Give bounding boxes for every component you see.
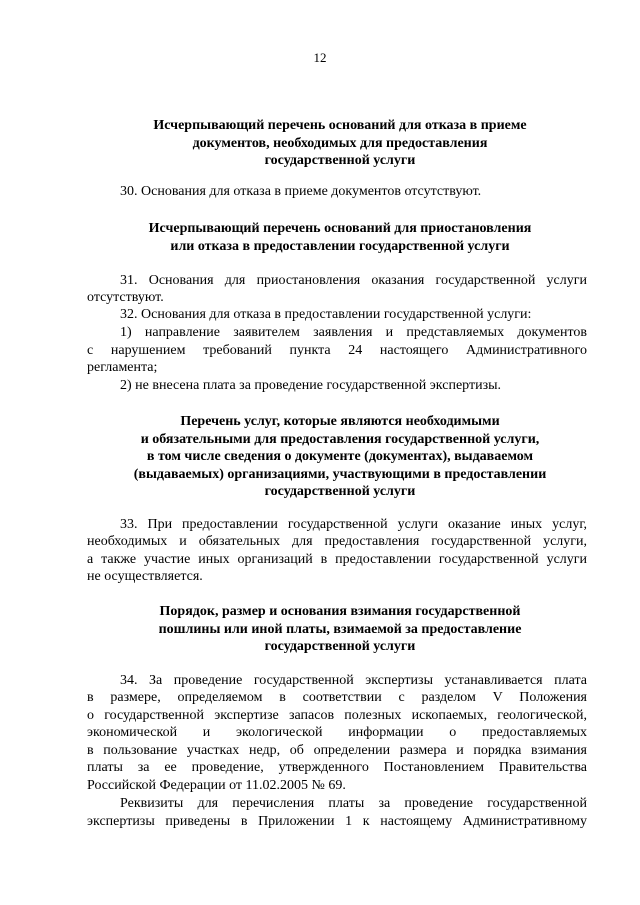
section-heading-fees [80, 603, 600, 656]
paragraph-34-line: Российской Федерации от 11.02.2005 № 69. [87, 778, 346, 793]
section-heading-required-services [80, 413, 600, 501]
paragraph-34-line: экономической и экологической информации о предоставляемых [87, 725, 587, 740]
page-number: 12 [313, 50, 327, 65]
heading-line: Порядок, размер и основания взимания государственной [159, 604, 521, 619]
paragraph-33-line: не осуществляется. [87, 569, 203, 584]
heading-line: документов, необходимых для предоставления [192, 135, 488, 151]
heading-line: Перечень услуг, которые являются необходимыми [180, 414, 500, 429]
heading-line: или отказа в предоставлении государственной услуги [170, 238, 510, 254]
paragraph-34-line: о государственной экспертизе запасов полезных ископаемых, геологической, [87, 708, 587, 723]
section-heading-refusal-acceptance [80, 117, 600, 170]
heading-line: и обязательными для предоставления государственной услуги, [140, 431, 540, 447]
heading-line: пошлины или иной платы, взимаемой за предоставление [158, 621, 522, 637]
paragraph-31-line: отсутствуют. [87, 290, 164, 305]
list-item-2: 2) не внесена плата за проведение государственной экспертизы. [120, 378, 502, 393]
heading-line: государственной услуги [264, 639, 416, 654]
paragraph-34-line: в размере, определяемом в соответствии с разделом V Положения [87, 690, 587, 705]
list-item-1-line: с нарушением требований пункта 24 настоящего Административного [87, 343, 587, 358]
paragraph-requisites-line: Реквизиты для перечисления платы за проведение государственной [120, 796, 587, 811]
paragraph-33-line: а также участие иных организаций в предоставлении государственной услуги [87, 552, 587, 567]
heading-line: Исчерпывающий перечень оснований для приостановления [148, 221, 532, 236]
paragraph-33-line: необходимых и обязательных для предоставления государственной услуги, [87, 534, 587, 549]
paragraph-34-line: платы за ее проведение, утвержденного Постановлением Правительства [87, 760, 587, 775]
heading-line: в том числе сведения о документе (документах), выдаваемом [146, 449, 534, 464]
paragraph-34-line: 34. За проведение государственной экспертизы устанавливается плата [120, 673, 587, 688]
paragraph-31-line: 31. Основания для приостановления оказания государственной услуги [120, 273, 587, 288]
paragraph-34-line: в пользование участках недр, об определении размера и порядка взимания [87, 743, 587, 758]
paragraph-33-line: 33. При предоставлении государственной услуги оказание иных услуг, [120, 517, 587, 532]
heading-line: (выдаваемых) организациями, участвующими в предоставлении [133, 466, 547, 482]
section-heading-suspension-refusal [80, 220, 600, 255]
paragraph-requisites-line: экспертизы приведены в Приложении 1 к настоящему Административному [87, 814, 587, 829]
list-item-1-line: 1) направление заявителем заявления и представляемых документов [120, 325, 587, 340]
paragraph-32: 32. Основания для отказа в предоставлении государственной услуги: [120, 307, 532, 322]
paragraph-30: 30. Основания для отказа в приеме документов отсутствуют. [120, 184, 482, 199]
heading-line: государственной услуги [264, 153, 416, 168]
heading-line: государственной услуги [264, 484, 416, 499]
heading-line: Исчерпывающий перечень оснований для отказа в приеме [153, 118, 527, 133]
list-item-1-line: регламента; [87, 360, 158, 375]
